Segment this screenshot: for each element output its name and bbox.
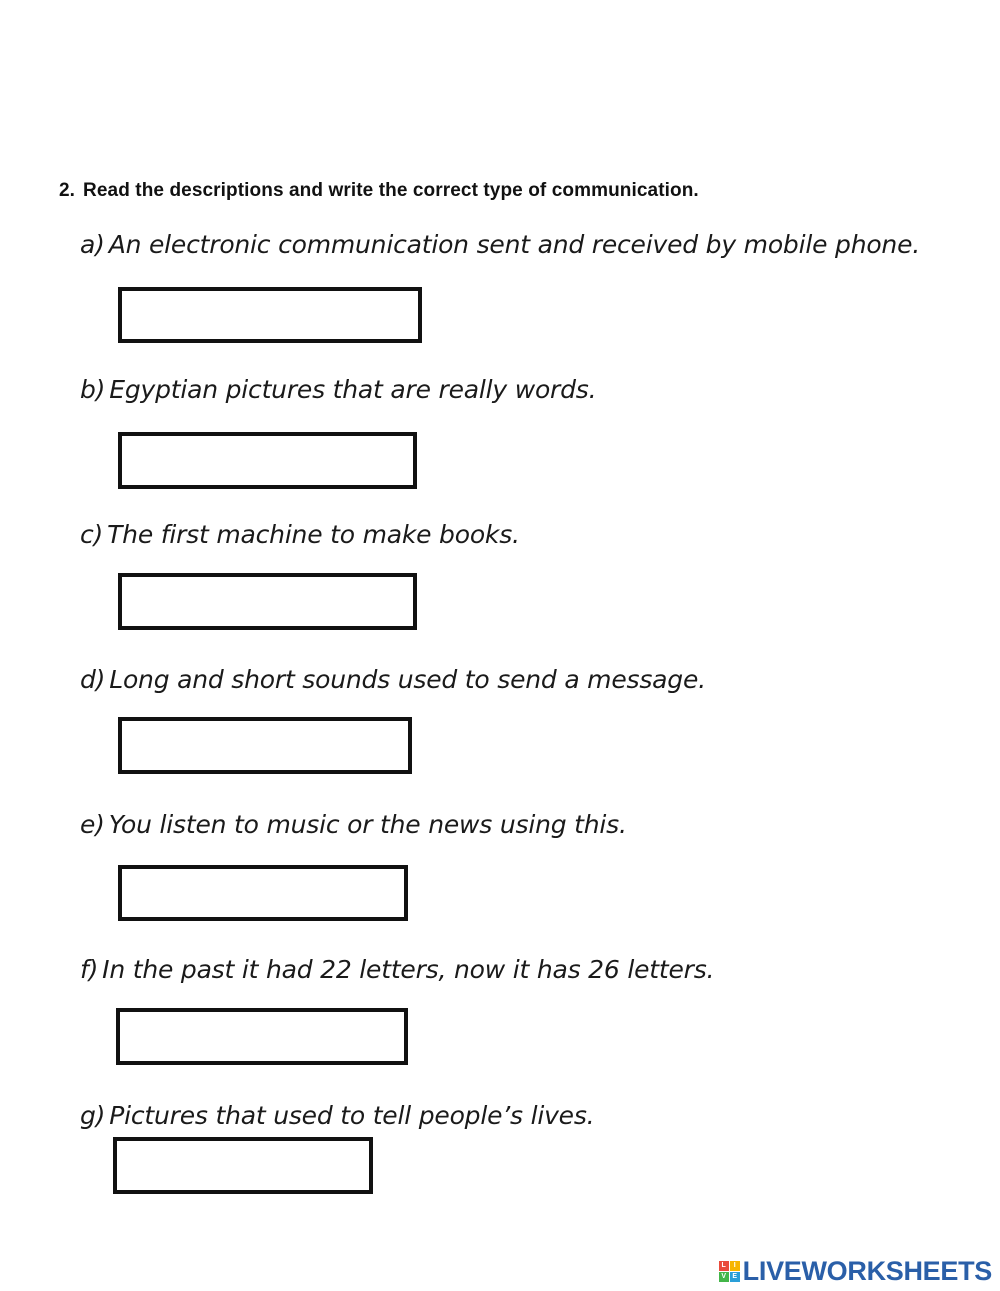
answer-box-d[interactable] <box>118 717 412 774</box>
item-b <box>80 375 596 404</box>
logo-mark-i: I <box>730 1261 740 1271</box>
logo-text: LIVEWORKSHEETS <box>742 1256 992 1286</box>
item-letter: e) <box>80 810 105 839</box>
instruction-heading <box>59 180 699 202</box>
item-text: Long and short sounds used to send a message. <box>109 665 706 694</box>
answer-box-g[interactable] <box>113 1137 373 1194</box>
logo-mark-v: V <box>719 1272 729 1282</box>
answer-box-b[interactable] <box>118 432 417 489</box>
answer-box-f[interactable] <box>116 1008 408 1065</box>
item-text: An electronic communication sent and received by mobile phone. <box>108 230 921 259</box>
item-letter: g) <box>80 1101 106 1130</box>
liveworksheets-logo <box>719 1256 992 1287</box>
item-text: The first machine to make books. <box>107 520 520 549</box>
item-letter: c) <box>80 520 104 549</box>
item-e <box>80 810 627 839</box>
item-c <box>80 520 520 549</box>
question-number: 2. <box>59 180 76 201</box>
item-a <box>80 230 920 259</box>
logo-mark-icon <box>719 1261 740 1282</box>
answer-box-c[interactable] <box>118 573 417 630</box>
item-letter: b) <box>80 375 106 404</box>
item-letter: d) <box>80 665 106 694</box>
item-text: Egyptian pictures that are really words. <box>109 375 597 404</box>
answer-box-a[interactable] <box>118 287 422 343</box>
item-d <box>80 665 706 694</box>
item-f <box>80 955 714 984</box>
item-text: You listen to music or the news using this. <box>108 810 627 839</box>
item-text: Pictures that used to tell people’s lives. <box>109 1101 595 1130</box>
item-g <box>80 1101 594 1130</box>
logo-mark-l: L <box>719 1261 729 1271</box>
item-text: In the past it had 22 letters, now it has 26 letters. <box>102 955 715 984</box>
item-letter: f) <box>80 955 99 984</box>
answer-box-e[interactable] <box>118 865 408 921</box>
instruction-text: Read the descriptions and write the correct type of communication. <box>83 180 699 201</box>
logo-mark-e: E <box>730 1272 740 1282</box>
item-letter: a) <box>80 230 105 259</box>
